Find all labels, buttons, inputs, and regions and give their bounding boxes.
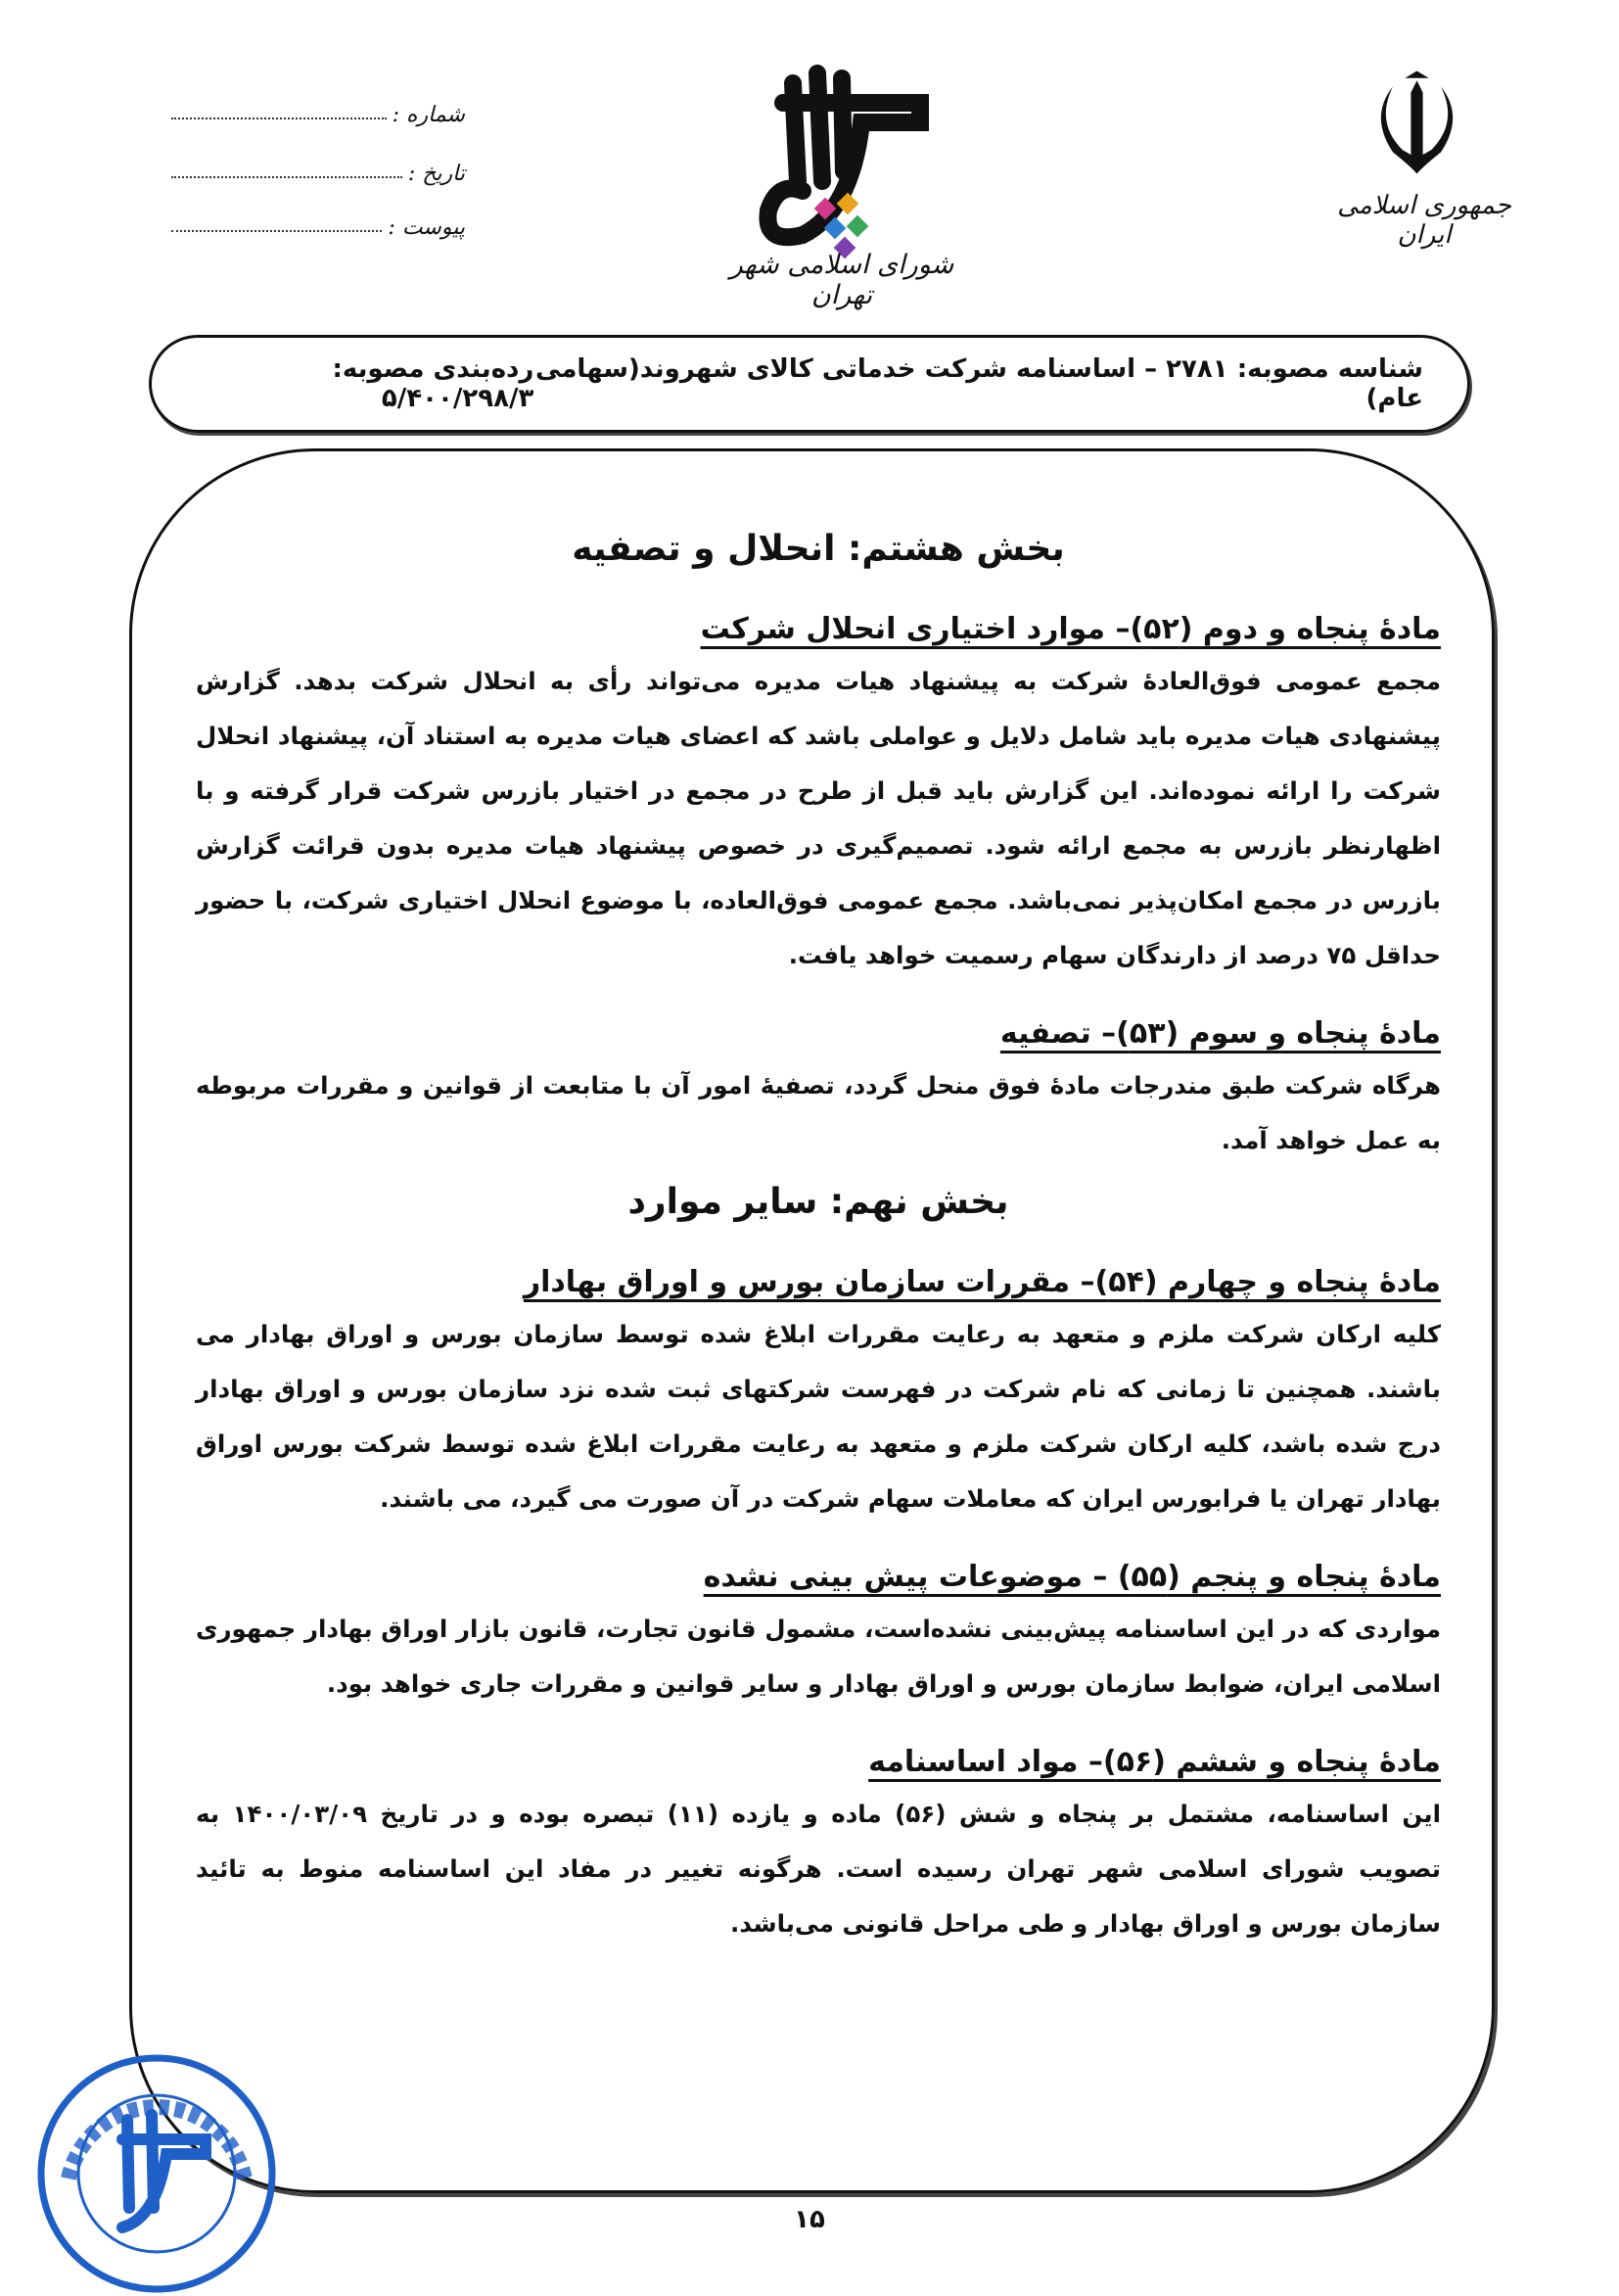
council-name: شورای اسلامی شهر تهران (729, 250, 954, 310)
date-value (171, 176, 402, 178)
resolution-header (149, 335, 1470, 433)
resolution-classification: رده‌بندی مصوبه: ۵/۴۰۰/۲۹۸/۳ (332, 354, 534, 413)
council-stamp-icon (29, 2041, 294, 2296)
article-body: مواردی که در این اساسنامه پیش‌بینی نشده‌است، مشمول قانون تجارت، قانون بازار اوراق بهادار جمهوری اسلامی ایران، ضوابط سازمان بورس و اوراق بهادار و سایر قوانین و مقررات جاری خواهد بود. (196, 1615, 1441, 1698)
number-label: شماره : (392, 103, 465, 127)
article-heading: مادهٔ پنجاه و پنجم (۵۵) – موضوعات پیش بینی نشده (703, 1560, 1441, 1594)
article-heading: مادهٔ پنجاه و ششم (۵۶)– مواد اساسنامه (868, 1745, 1441, 1779)
attachment-field (171, 201, 465, 240)
article-body: کلیه ارکان شرکت ملزم و متعهد به رعایت مقررات ابلاغ شده توسط سازمان بورس و اوراق بهادار می باشند. همچنین تا زمانی که نام شرکت در فهرست شرکتهای ثبت شده نزد سازمان بورس و اوراق بهادار درج شده باشد، کلیه ارکان شرکت ملزم و متعهد به رعایت مقررات ابلاغ شده توسط شرکت بورس اوراق بهادار تهران یا فرابورس ایران که معاملات سهام شرکت در آن صورت می گیرد، می باشند. (196, 1320, 1441, 1513)
resolution-id: شناسه مصوبه: ۲۷۸۱ – اساسنامه شرکت خدماتی کالای شهروند(سهامی عام) (535, 354, 1423, 413)
article-body: هرگاه شرکت طبق مندرجات مادهٔ فوق منحل گردد، تصفیهٔ امور آن با متابعت از قوانین و مقررات مربوطه به عمل خواهد آمد. (196, 1071, 1441, 1154)
article-body: مجمع عمومی فوق‌العادهٔ شرکت به پیشنهاد هیات مدیره می‌تواند رأی به انحلال شرکت بدهد. گزارش پیشنهادی هیات مدیره باید شامل دلایل و عواملی باشد که اعضای هیات مدیره به استناد آن، پیشنهاد انحلال شرکت را ارائه نموده‌اند. این گزارش باید قبل از طرح در مجمع در اختیار بازرس شرکت قرار گرفته و با اظهارنظر بازرس به مجمع ارائه شود. تصمیم‌گیری در خصوص پیشنهاد هیات مدیره بدون قرائت گزارش بازرس در مجمع امکان‌پذیر نمی‌باشد. مجمع عمومی فوق‌العاده، با موضوع انحلال اختیاری شرکت، با حضور حداقل ۷۵ درصد از دارندگان سهام رسمیت خواهد یافت. (196, 667, 1441, 969)
article-body: این اساسنامه، مشتمل بر پنجاه و شش (۵۶) ماده و یازده (۱۱) تبصره بوده و در تاریخ ۱۴۰۰/۰۳/۰۹ به تصویب شورای اسلامی شهر تهران رسیده است. هرگونه تغییر در مفاد این اساسنامه منوط به تائید سازمان بورس و اوراق بهادار و طی مراحل قانونی می‌باشد. (196, 1800, 1441, 1938)
article-heading: مادهٔ پنجاه و چهارم (۵۴)– مقررات سازمان بورس و اوراق بهادار (523, 1265, 1441, 1299)
article-heading: مادهٔ پنجاه و دوم (۵۲)– موارد اختیاری انحلال شرکت (700, 612, 1441, 646)
attachment-value (171, 230, 382, 232)
section-title: بخش نهم: سایر موارد (627, 1182, 1009, 1222)
country-name: جمهوری اسلامی ایران (1337, 191, 1511, 250)
page-number: ۱۵ (794, 2205, 825, 2234)
number-value (171, 117, 387, 119)
iran-emblem-icon (1356, 69, 1478, 176)
article-heading: مادهٔ پنجاه و سوم (۵۳)– تصفیه (999, 1016, 1441, 1051)
date-label: تاریخ : (407, 162, 465, 186)
attachment-label: پیوست : (388, 215, 465, 240)
date-field (171, 147, 465, 186)
section-title: بخش هشتم: انحلال و تصفیه (572, 529, 1065, 569)
document-body (196, 529, 1441, 1985)
number-field (171, 88, 465, 127)
